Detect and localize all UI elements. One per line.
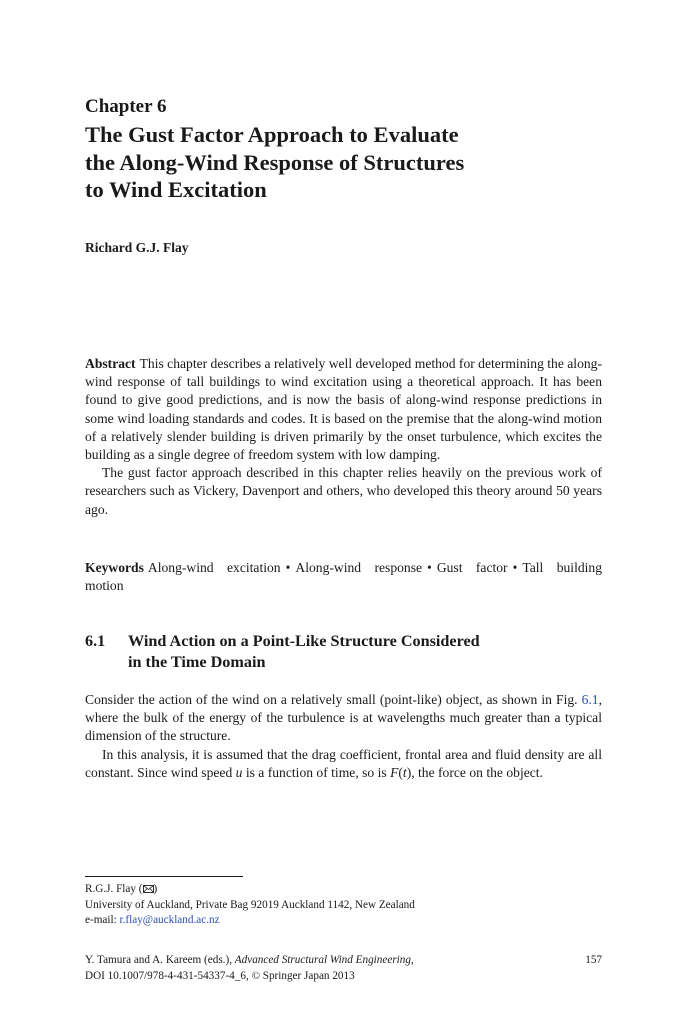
abstract — [85, 355, 602, 519]
page-footer — [85, 953, 602, 984]
abstract-paragraph-1 — [85, 355, 602, 464]
footnote-affiliation: University of Auckland, Private Bag 92019 Auckland 1142, New Zealand — [85, 898, 415, 911]
keywords-heading: Keywords — [85, 560, 144, 575]
variable-u: u — [235, 764, 243, 780]
body-text-run: is a function of time, so is — [242, 764, 391, 780]
author-footnote — [85, 882, 602, 929]
body-text-run: , where the bulk of the energy of the turbulence is at wavelengths much greater than a typical dimension of the structure. — [85, 692, 602, 744]
chapter-label: Chapter 6 — [85, 96, 167, 117]
body-paragraph-2 — [85, 746, 602, 782]
footer-publisher: Springer Japan 2013 — [259, 969, 355, 982]
footer-doi: DOI 10.1007/978-4-431-54337-4_6, — [85, 969, 252, 982]
keyword-item: Along-wind response — [295, 560, 423, 575]
body-text-run: ( — [398, 764, 403, 780]
abstract-paragraph-2: The gust factor approach described in this chapter relies heavily on the previous work of researchers such as Vickery, Davenport and others, who developed this theory around 50 years ago. — [85, 465, 602, 517]
keyword-item: Tall building motion — [85, 560, 603, 594]
variable-F: F — [390, 764, 399, 780]
section-heading — [85, 631, 602, 673]
section-title-part-1: Wind Action on a Point-Like Structure Considered — [128, 632, 480, 650]
footnote-email-label: e-mail: — [85, 914, 120, 926]
keywords — [85, 559, 602, 595]
variable-t: t — [402, 764, 407, 780]
body-text-run: Consider the action of the wind on a relatively small (point-like) object, as shown in Fig. — [85, 692, 582, 707]
footnote-name-close: ) — [153, 883, 158, 895]
chapter-title-line-1: The Gust Factor Approach to Evaluate — [85, 122, 459, 147]
section-body — [85, 691, 602, 782]
footer-comma: , — [410, 954, 414, 966]
footer-book-title: Advanced Structural Wind Engineering — [234, 954, 411, 966]
footnote-name: R.G.J. Flay ( — [85, 883, 143, 895]
abstract-heading: Abstract — [85, 356, 136, 371]
page-number: 157 — [585, 954, 602, 966]
chapter-title-line-3: to Wind Excitation — [85, 177, 267, 202]
footnote-divider — [85, 876, 243, 877]
footer-citation-line — [85, 953, 602, 969]
keyword-separator: • — [285, 560, 291, 575]
body-text-run: ), the force on the object. — [406, 764, 543, 780]
abstract-text-1: This chapter describes a relatively well developed method for determining the along-wind response of tall buildings to wind excitation using a theoretical approach. It has been found to give good predictions, and is now the basis of along-wind response predictions in some wind loading standards and codes. It is based on the premise that the along-wind motion of a relatively slender building is driven primarily by the onset turbulence, which excites the building as a single degree of freedom system with low damping. — [85, 356, 602, 463]
footer-editors: Y. Tamura and A. Kareem (eds.), — [85, 954, 235, 966]
section-title-part-2: in the Time Domain — [128, 653, 266, 671]
section-number: 6.1 — [85, 632, 106, 650]
body-paragraph-1 — [85, 691, 602, 746]
footer-doi-line — [85, 969, 602, 985]
keyword-separator: • — [427, 560, 432, 575]
envelope-icon — [143, 885, 154, 893]
footnote-email-line — [85, 913, 602, 929]
copyright-icon: © — [251, 969, 260, 982]
section-heading-line-1 — [85, 631, 602, 652]
keyword-item: Along-wind excitation — [147, 560, 281, 575]
footnote-name-line — [85, 882, 602, 898]
figure-reference-link[interactable]: 6.1 — [581, 692, 599, 707]
keyword-item: Gust factor — [436, 560, 508, 575]
chapter-title-line-2: the Along-Wind Response of Structures — [85, 149, 465, 175]
chapter-title — [85, 121, 602, 204]
author-name: Richard G.J. Flay — [85, 240, 189, 255]
body-text-run: In this analysis, it is assumed that the drag coefficient, frontal area and fluid density are all constant. Since wind speed — [85, 746, 602, 780]
keyword-separator: • — [512, 560, 518, 575]
email-link[interactable]: r.flay@auckland.ac.nz — [119, 914, 220, 926]
